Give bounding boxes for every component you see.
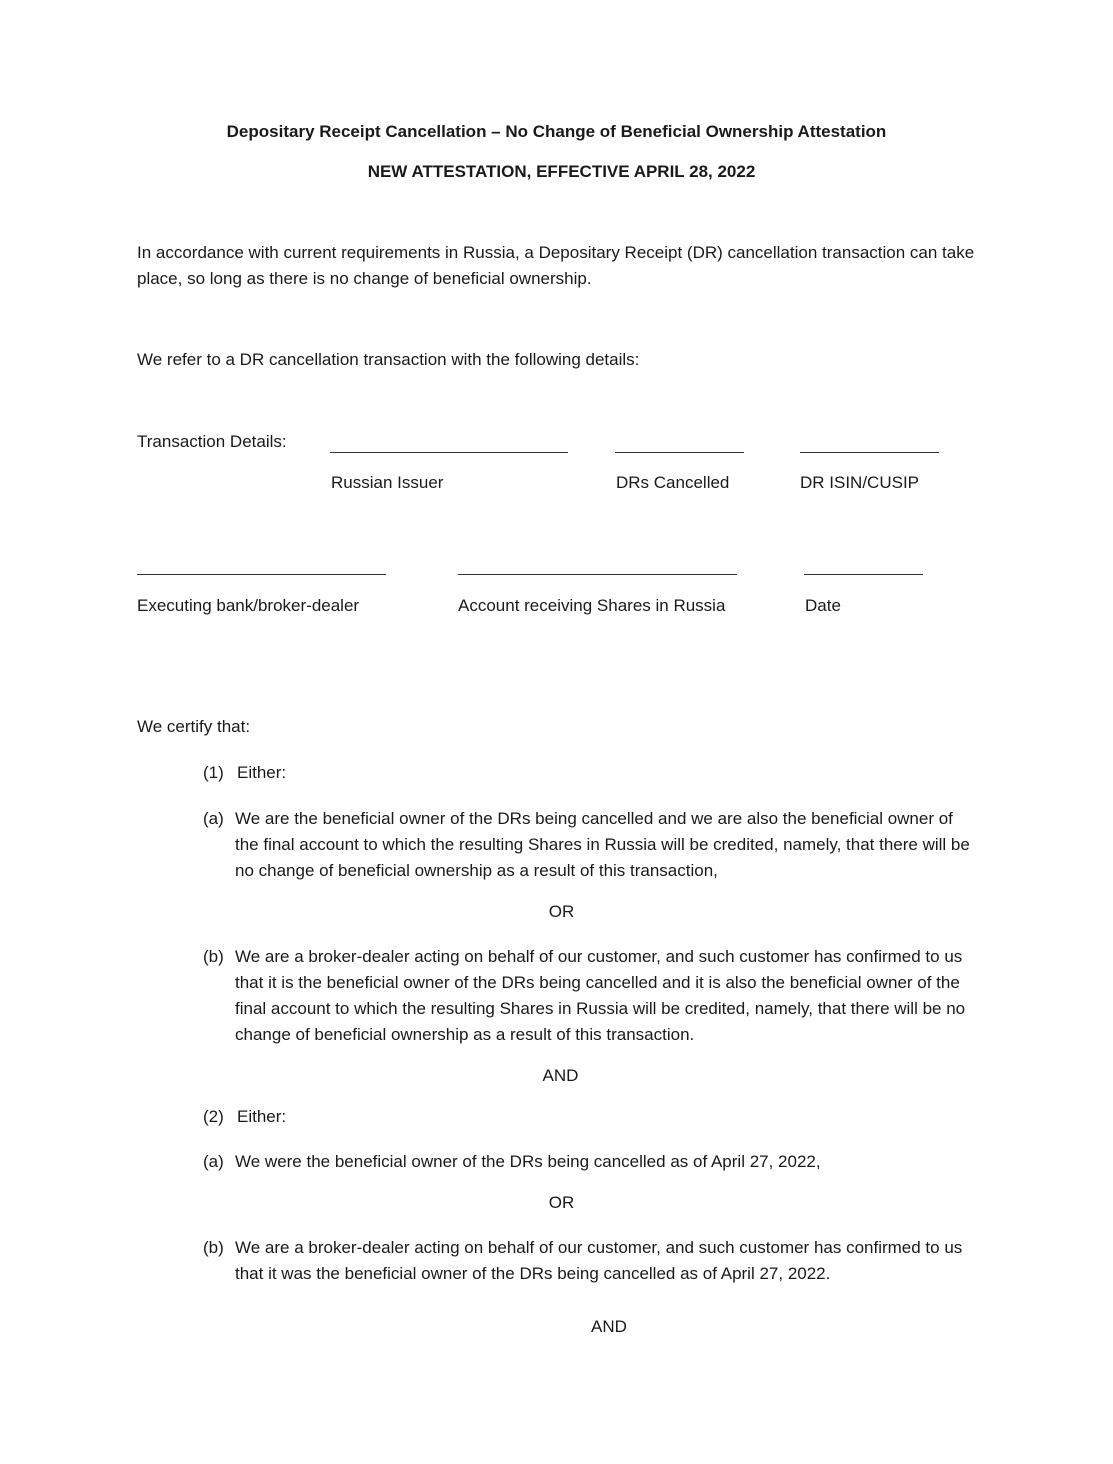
russian-issuer-field[interactable] xyxy=(330,452,568,453)
drs-cancelled-field[interactable] xyxy=(615,452,744,453)
executing-bank-label: Executing bank/broker-dealer xyxy=(137,596,360,615)
and-separator-1: AND xyxy=(542,1066,579,1085)
date-field[interactable] xyxy=(804,574,923,575)
and-separator-2: AND xyxy=(591,1317,627,1336)
item2-b-text: We are a broker-dealer acting on behalf of our customer, and such customer has confirmed to us that it was the beneficial owner of the DRs being cancelled as of April 27, 2022. xyxy=(235,1238,963,1283)
date-label: Date xyxy=(805,596,841,615)
account-receiving-label: Account receiving Shares in Russia xyxy=(458,596,726,615)
certify-intro: We certify that: xyxy=(137,717,251,736)
item1-number: (1) xyxy=(203,763,224,782)
russian-issuer-label: Russian Issuer xyxy=(331,473,444,492)
item2-number: (2) xyxy=(203,1107,224,1126)
item1-label: Either: xyxy=(237,763,287,782)
dr-isin-field[interactable] xyxy=(800,452,939,453)
item1-b-text: We are a broker-dealer acting on behalf of our customer, and such customer has confirmed to us that it is the beneficial owner of the DRs being cancelled and it is also the beneficial owner of the final account to which the resulting Shares in Russia will be credited, namely, that there will be no change of beneficial ownership as a result of this transaction. xyxy=(235,947,966,1044)
document-subtitle: NEW ATTESTATION, EFFECTIVE APRIL 28, 2022 xyxy=(367,162,756,181)
account-receiving-field[interactable] xyxy=(458,574,737,575)
executing-bank-field[interactable] xyxy=(137,574,386,575)
item1-or: OR xyxy=(548,902,575,921)
intro-paragraph: In accordance with current requirements in Russia, a Depositary Receipt (DR) cancellation transaction can take place, so long as there is no change of beneficial ownership. xyxy=(137,243,975,288)
item2-label: Either: xyxy=(237,1107,287,1126)
transaction-details-label: Transaction Details: xyxy=(137,432,287,451)
item1-a-text: We are the beneficial owner of the DRs being cancelled and we are also the beneficial owner of the final account to which the resulting Shares in Russia will be credited, namely, that there will be no change of beneficial ownership as a result of this transaction, xyxy=(235,809,970,880)
reference-paragraph: We refer to a DR cancellation transaction with the following details: xyxy=(137,350,640,369)
document-title: Depositary Receipt Cancellation – No Change of Beneficial Ownership Attestation xyxy=(226,122,887,141)
item1-b-marker: (b) xyxy=(203,947,224,966)
item2-a-marker: (a) xyxy=(203,1152,224,1171)
drs-cancelled-label: DRs Cancelled xyxy=(616,473,730,492)
item2-or: OR xyxy=(548,1193,575,1212)
item1-a-marker: (a) xyxy=(203,809,224,828)
dr-isin-label: DR ISIN/CUSIP xyxy=(800,473,920,492)
item2-a-text: We were the beneficial owner of the DRs being cancelled as of April 27, 2022, xyxy=(235,1152,821,1171)
item2-b-marker: (b) xyxy=(203,1238,224,1257)
